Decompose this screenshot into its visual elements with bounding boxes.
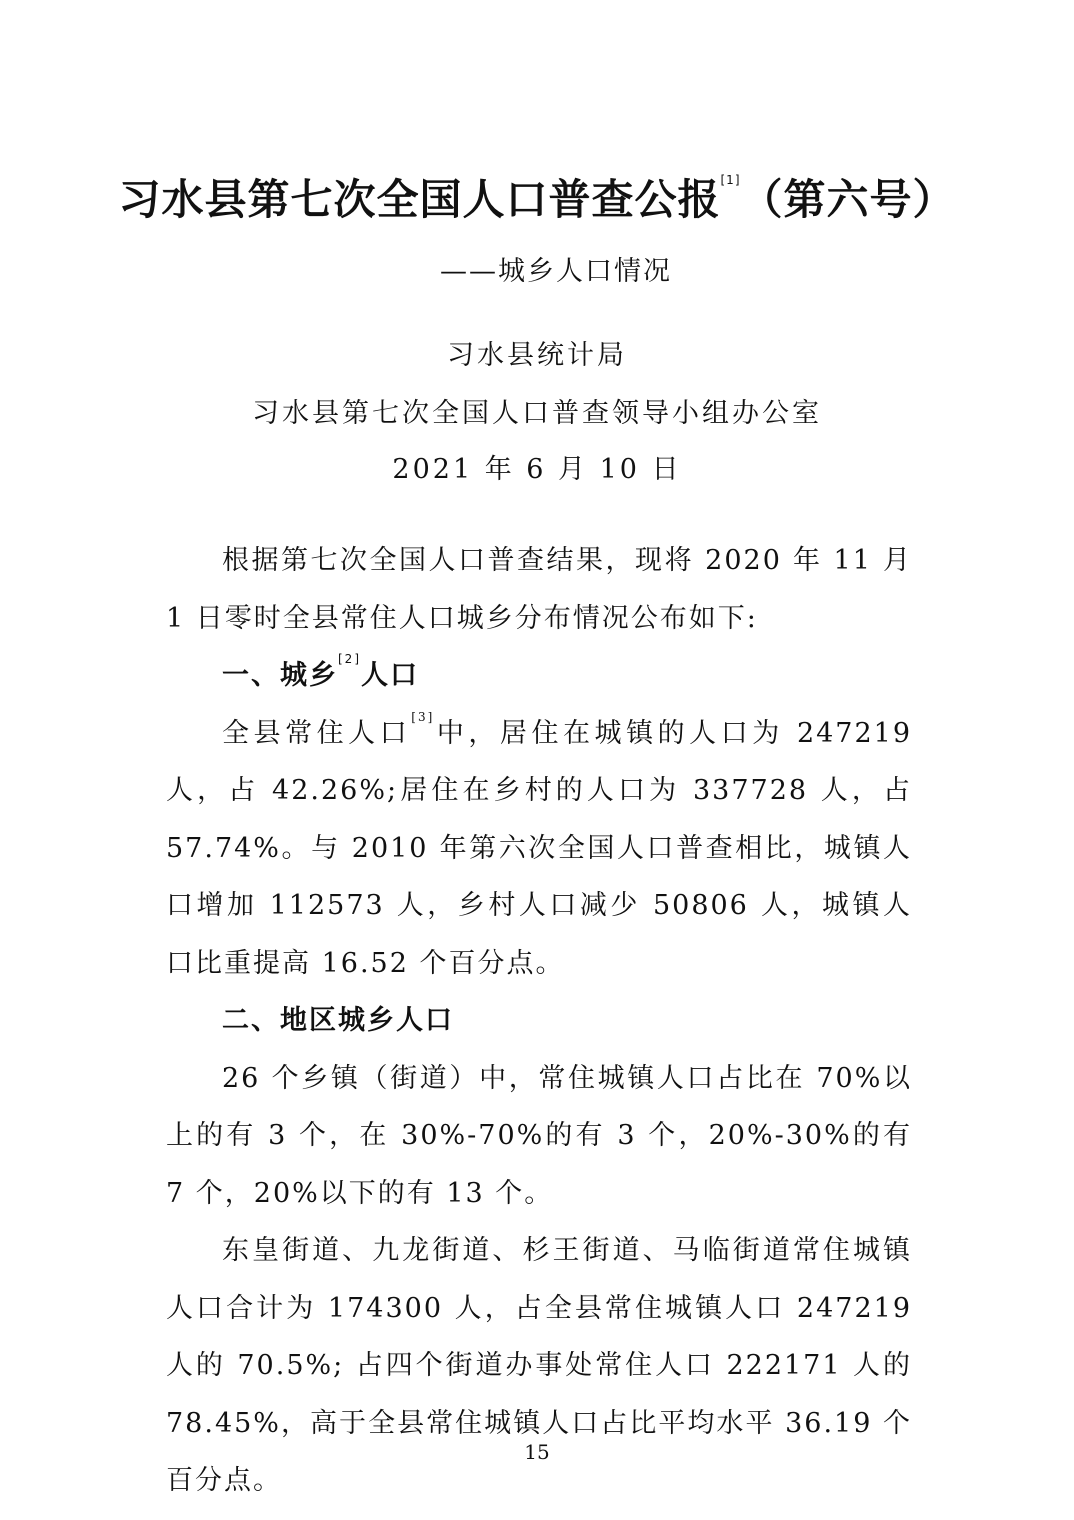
section2-paragraph-2: 东皇街道、九龙街道、杉王街道、马临街道常住城镇人口合计为 174300 人，占全县常住城镇人口 247219 人的 70.5%; 占四个街道办事处常住人口 222171 人的 78.45%，高于全县常住城镇人口占比平均水平 36.19 个百分点。: [166, 1235, 912, 1496]
page-number: 15: [524, 1440, 550, 1464]
page-subtitle: ——城乡人口情况: [440, 256, 672, 287]
section1-para-start: 全县常住人口: [222, 717, 412, 749]
section1-para-rest: 中，居住在城镇的人口为 247219 人，占 42.26%;居住在乡村的人口为 337728 人，占 57.74%。与 2010 年第六次全国人口普查相比，城镇人口增加 112573 人，乡村人口减少 50806 人，城镇人口比重提高 16.52 个百分点。: [166, 717, 913, 979]
section1-heading-ref: [2]: [338, 652, 361, 666]
title-note-ref: [1]: [720, 173, 741, 187]
section1-para-ref: [3]: [411, 709, 435, 724]
title-suffix: （第六号）: [740, 175, 956, 224]
section1-heading-tail: 人口: [361, 660, 419, 691]
author-office: 习水县第七次全国人口普查领导小组办公室: [252, 398, 822, 429]
section2-heading: 二、地区城乡人口: [222, 1005, 454, 1036]
section1-heading: [166, 647, 912, 705]
section1-paragraph: [166, 705, 912, 993]
section2-paragraph-1: 26 个乡镇（街道）中，常住城镇人口占比在 70%以上的有 3 个，在 30%-70%的有 3 个，20%-30%的有 7 个，20%以下的有 13 个。: [166, 1062, 912, 1209]
title-main: 习水县第七次全国人口普查公报: [118, 175, 721, 224]
page-title: [0, 170, 1074, 230]
section1-heading-text: 一、城乡: [222, 660, 338, 691]
author-bureau: 习水县统计局: [447, 340, 627, 371]
document-body: [166, 532, 912, 1510]
intro-paragraph: 根据第七次全国人口普查结果，现将 2020 年 11 月 1 日零时全县常住人口城乡分布情况公布如下:: [166, 545, 912, 634]
publish-date: 2021 年 6 月 10 日: [392, 454, 682, 485]
